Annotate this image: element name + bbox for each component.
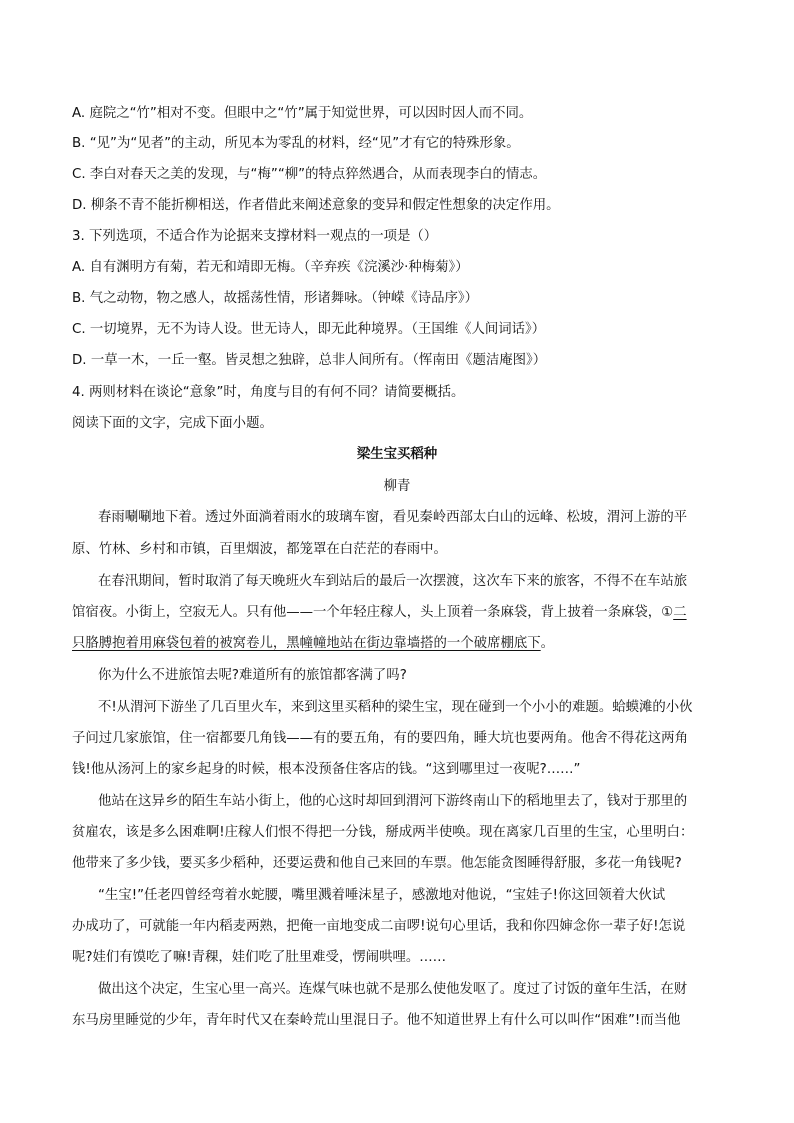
article-line: “生宝!”任老四曾经弯着水蛇腰，嘴里溅着唾沫星子，感激地对他说，“宝娃子!你这回领着大伙试	[98, 888, 666, 903]
article-line: 他带来了多少钱，要买多少稻种，还要运费和他自己来回的车票。他怎能贪图睡得舒服，多花一角钱呢?	[72, 856, 682, 871]
article-line-text: 馆宿夜。小街上，空寂无人。只有他——一个年轻庄稼人，头上顶着一条麻袋，背上披着一条麻袋，①	[72, 605, 674, 620]
article-author: 柳青	[383, 479, 411, 494]
q2-option-a: A. 庭院之“竹”相对不变。但眼中之“竹”属于知觉世界，可以因时因人而不同。	[72, 106, 533, 121]
article-line: 东马房里睡觉的少年，青年时代又在秦岭荒山里混日子。他不知道世界上有什么可以叫作“困难”!而当他	[72, 1013, 681, 1028]
article-line: 子问过几家旅馆，住一宿都要几角钱——有的要五角，有的要四角，睡大坑也要两角。他舍不得花这两角	[72, 731, 688, 746]
reading-instruction: 阅读下面的文字，完成下面小题。	[72, 416, 273, 431]
article-title: 梁生宝买稻种	[356, 447, 438, 462]
q3-option-b: B. 气之动物，物之感人，故摇荡性情，形诸舞咏。（钟嵘《诗品序》）	[72, 291, 479, 306]
article-line: 呢?娃们有馍吃了嘛!青稞，娃们吃了肚里难受，愣闹哄哩。……	[72, 950, 447, 965]
article-line: 春雨唰唰地下着。透过外面淌着雨水的玻璃车窗，看见秦岭西部太白山的远峰、松坡，渭河上游的平	[98, 510, 688, 525]
article-line: 钱!他从汤河上的家乡起身的时候，根本没预备住客店的钱。“这到哪里过一夜呢?……”	[72, 762, 581, 777]
article-line: 你为什么不进旅馆去呢?难道所有的旅馆都客满了吗?	[98, 668, 407, 683]
article-line: 做出这个决定，生宝心里一高兴。连煤气味也就不是那么使他发呕了。度过了讨饭的童年生活，在财	[98, 982, 688, 997]
q3-option-c: C. 一切境界，无不为诗人设。世无诗人，即无此种境界。（王国维《人间词话》）	[72, 322, 546, 337]
article-line: 办成功了，可就能一年内稻麦两熟，把俺一亩地变成二亩啰!说句心里话，我和你四婶念你一辈子好!怎说	[72, 919, 686, 934]
q4-stem: 4. 两则材料在谈论“意象”时，角度与目的有何不同？请简要概括。	[72, 385, 465, 400]
article-line: 不!从渭河下游坐了几百里火车，来到这里买稻种的梁生宝，现在碰到一个小小的难题。蛤蟆滩的小伙	[98, 700, 693, 715]
underlined-sentence: 只胳膊抱着用麻袋包着的被窝卷儿，黑幢幢地站在街边靠墙搭的一个破席棚底下	[72, 636, 541, 651]
article-line: 原、竹林、乡村和市镇，百里烟波，都笼罩在白茫茫的春雨中。	[72, 542, 447, 557]
q2-option-b: B. “见”为“见者”的主动，所见本为零乱的材料，经“见”才有它的特殊形象。	[72, 136, 520, 151]
article-line: 贫雇农，该是多么困难啊!庄稼人们恨不得把一分钱，掰成两半使唤。现在离家几百里的生宝，心里明白：	[72, 825, 694, 840]
article-line: 只胳膊抱着用麻袋包着的被窝卷儿，黑幢幢地站在街边靠墙搭的一个破席棚底下。	[72, 636, 555, 651]
q3-option-a: A. 自有渊明方有菊，若无和靖即无梅。（辛弃疾《浣溪沙·种梅菊》）	[72, 260, 469, 275]
q2-option-c: C. 李白对春天之美的发现，与“梅”“柳”的特点猝然遇合，从而表现李白的情志。	[72, 167, 547, 182]
q2-option-d: D. 柳条不青不能折柳相送，作者借此来阐述意象的变异和假定性想象的决定作用。	[72, 198, 560, 213]
q3-option-d: D. 一草一木，一丘一壑。皆灵想之独辟，总非人间所有。（恽南田《题洁庵图》）	[72, 353, 547, 368]
underlined-sentence-start: 二	[673, 605, 687, 620]
q3-stem: 3. 下列选项，不适合作为论据来支撑材料一观点的一项是（）	[72, 229, 438, 244]
article-line: 在春汛期间，暂时取消了每天晚班火车到站后的最后一次摆渡，这次车下来的旅客，不得不在车站旅	[98, 574, 688, 589]
article-line	[72, 603, 687, 623]
article-line: 他站在这异乡的陌生车站小街上，他的心这时却回到渭河下游终南山下的稻地里去了，钱对于那里的	[98, 794, 688, 809]
